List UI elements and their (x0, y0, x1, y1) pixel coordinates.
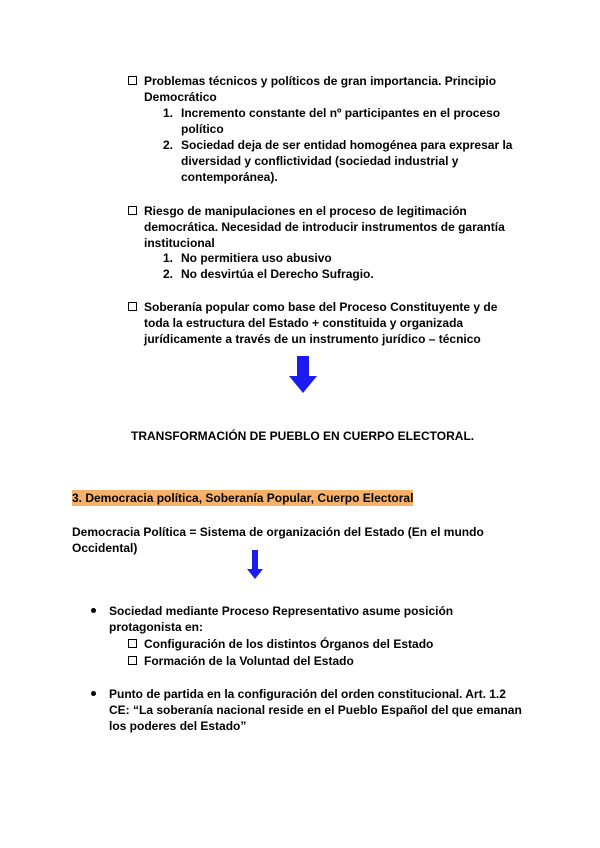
transformation-title: TRANSFORMACIÓN DE PUEBLO EN CUERPO ELECTORAL. (131, 429, 475, 443)
item1-sub2-line3: contemporánea). (181, 170, 278, 184)
bullet1-line1: Sociedad mediante Proceso Representativo asume posición (109, 604, 454, 618)
subitem-number: 1. (163, 106, 174, 120)
item1-sub2-line2: diversidad y conflictividad (sociedad industrial y (181, 154, 459, 168)
item1-sub1-line2: político (181, 122, 224, 136)
subitem-number: 2. (163, 267, 174, 281)
item2-line1: Riesgo de manipulaciones en el proceso de legitimación (144, 204, 467, 218)
bullet2-line3: los poderes del Estado” (109, 719, 247, 733)
item3-line2: toda la estructura del Estado + constituida y organizada (144, 316, 464, 330)
section-heading: 3. Democracia política, Soberanía Popular, Cuerpo Electoral (72, 491, 414, 505)
bullet-icon (91, 691, 96, 696)
down-arrow-icon (288, 356, 318, 394)
bullet2-line1: Punto de partida en la configuración del orden constitucional. Art. 1.2 (109, 687, 506, 701)
subitem-number: 1. (163, 251, 174, 265)
bullet1-line2: protagonista en: (109, 620, 204, 634)
bullet1-check2: Formación de la Voluntad del Estado (144, 654, 354, 668)
item3-line1: Soberanía popular como base del Proceso Constituyente y de (144, 300, 498, 314)
bullet-icon (91, 608, 96, 613)
item2-line3: institucional (144, 236, 215, 250)
definition-line1: Democracia Política = Sistema de organización del Estado (En el mundo (72, 525, 484, 539)
item2-sub2: No desvirtúa el Derecho Sufragio. (181, 267, 374, 281)
checkbox-icon (128, 639, 137, 648)
bullet1-check1: Configuración de los distintos Órganos del Estado (144, 637, 434, 651)
item1-sub2-line1: Sociedad deja de ser entidad homogénea para expresar la (181, 138, 513, 152)
checkbox-icon (128, 76, 137, 85)
item1-sub1-line1: Incremento constante del nº participantes en el proceso (181, 106, 501, 120)
bullet2-line2: CE: “La soberanía nacional reside en el Pueblo Español del que emanan (109, 703, 522, 717)
checkbox-icon (128, 302, 137, 311)
down-arrow-icon (247, 550, 263, 580)
subitem-number: 2. (163, 138, 174, 152)
checkbox-icon (128, 206, 137, 215)
item2-line2: democrática. Necesidad de introducir instrumentos de garantía (144, 220, 505, 234)
item3-line3: jurídicamente a través de un instrumento jurídico – técnico (144, 332, 481, 346)
item1-line1: Problemas técnicos y políticos de gran importancia. Principio (144, 74, 497, 88)
definition-line2: Occidental) (72, 541, 138, 555)
item2-sub1: No permitiera uso abusivo (181, 251, 332, 265)
item1-line2: Democrático (144, 90, 217, 104)
checkbox-icon (128, 656, 137, 665)
